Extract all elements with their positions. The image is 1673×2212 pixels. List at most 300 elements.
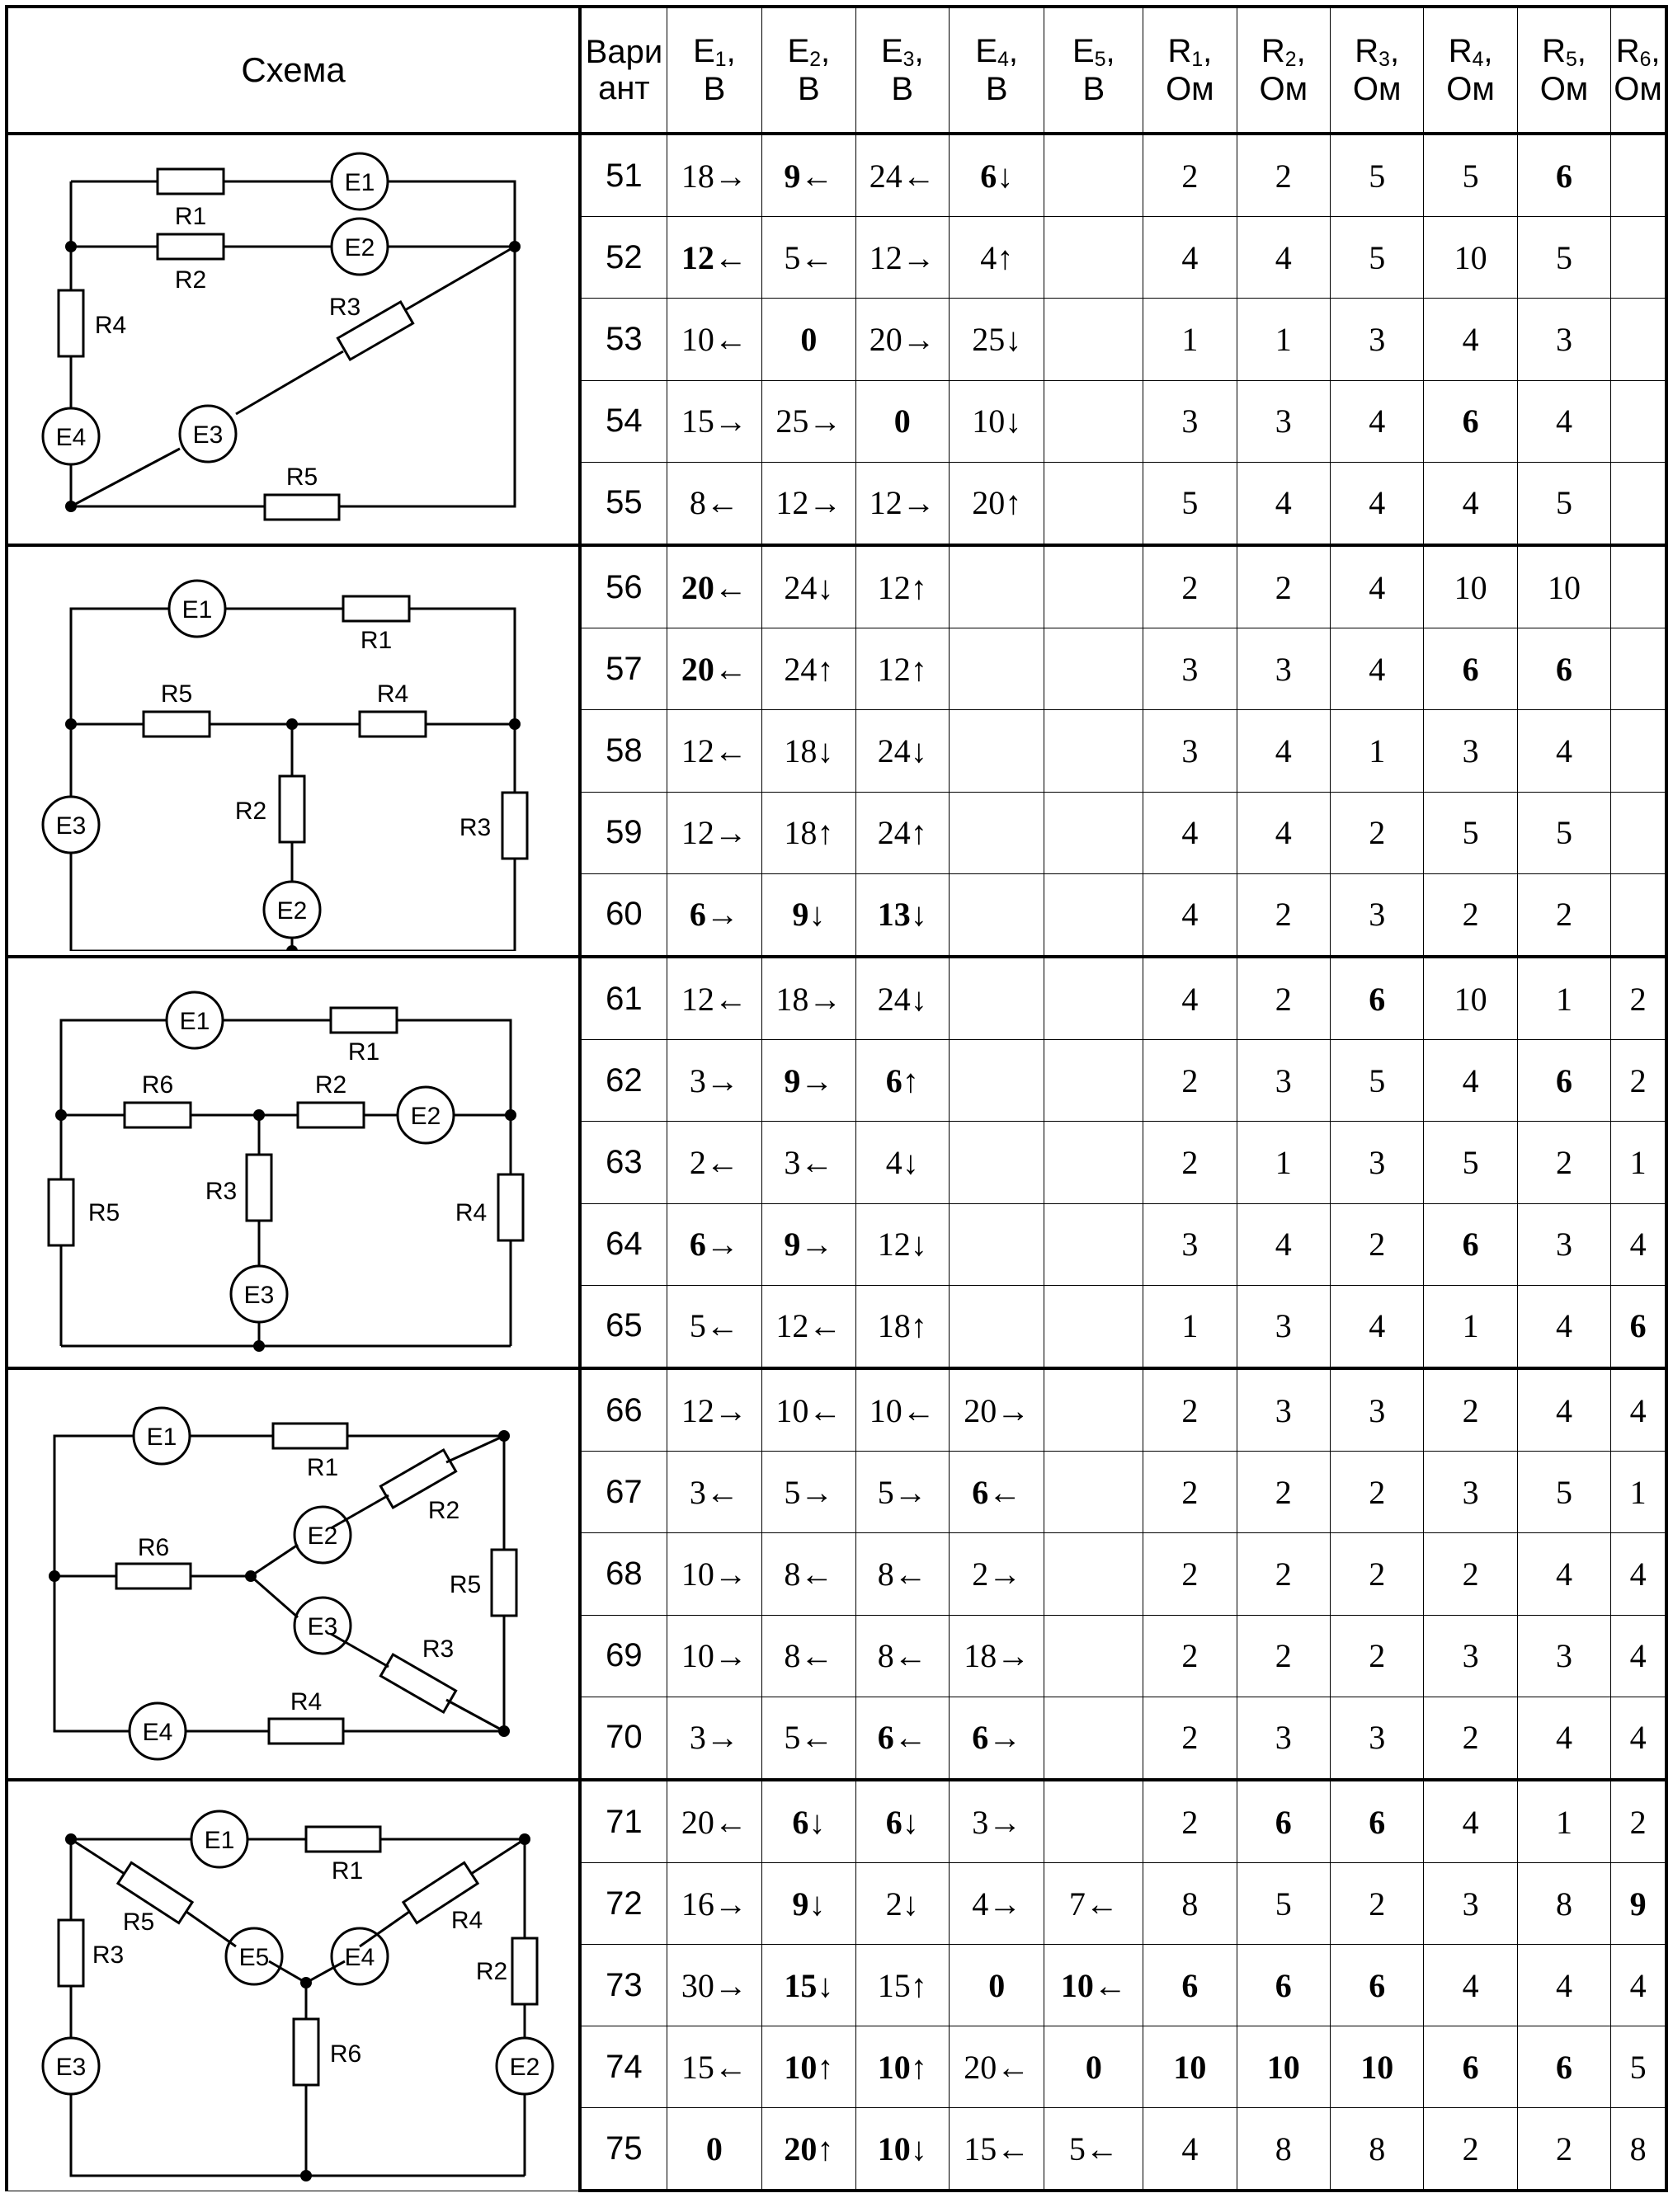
value-cell: 6 [1517, 2026, 1610, 2108]
value-cell: 12↓ [855, 1203, 949, 1285]
value-cell [1044, 134, 1143, 217]
variant-number: 51 [580, 134, 667, 217]
col-header-r2: $R_2$, Ом [1237, 7, 1330, 134]
variant-number: 72 [580, 1863, 667, 1945]
value-cell: 3 [1237, 1368, 1330, 1452]
value-cell: 2 [1330, 1452, 1423, 1533]
value-cell [949, 792, 1044, 873]
value-cell: 6 [1424, 1203, 1517, 1285]
value-cell: 24↓ [762, 545, 855, 628]
value-cell: 5 [1424, 1122, 1517, 1203]
value-cell: 5 [1611, 2026, 1666, 2108]
value-cell: 6↑ [855, 1040, 949, 1122]
value-cell: 8← [855, 1615, 949, 1697]
value-cell: 2 [1237, 545, 1330, 628]
label-r4: R4 [94, 312, 126, 339]
value-cell: 3 [1517, 1203, 1610, 1285]
value-cell: 3 [1143, 380, 1237, 462]
value-cell: 3 [1330, 1368, 1423, 1452]
value-cell: 5 [1330, 1040, 1423, 1122]
value-cell: 3 [1237, 1285, 1330, 1368]
value-cell: 2 [1330, 1863, 1423, 1945]
value-cell: 20← [667, 1780, 762, 1863]
label-r4: R4 [290, 1688, 322, 1715]
value-cell [1044, 957, 1143, 1040]
value-cell: 12→ [667, 1368, 762, 1452]
variant-number: 58 [580, 710, 667, 792]
variant-number: 55 [580, 462, 667, 545]
value-cell: 5→ [855, 1452, 949, 1533]
value-cell: 6← [949, 1452, 1044, 1533]
value-cell: 4 [1424, 1780, 1517, 1863]
value-cell: 20→ [855, 299, 949, 380]
value-cell: 12← [667, 957, 762, 1040]
value-cell: 18→ [667, 134, 762, 217]
value-cell: 0 [762, 299, 855, 380]
value-cell: 4 [1330, 462, 1423, 545]
value-cell: 2 [1143, 1368, 1237, 1452]
value-cell: 1 [1517, 957, 1610, 1040]
value-cell: 9 [1611, 1863, 1666, 1945]
variant-number: 70 [580, 1697, 667, 1780]
value-cell: 4 [1611, 1615, 1666, 1697]
variant-number: 52 [580, 217, 667, 299]
value-cell: 6 [1517, 134, 1610, 217]
scheme-header: Схема [7, 7, 580, 134]
circuit-diagram [21, 135, 566, 539]
col-idx: 6 [1639, 48, 1652, 71]
scheme-cell [7, 134, 580, 545]
label-e2: E2 [509, 2054, 540, 2082]
value-cell: 15← [667, 2026, 762, 2108]
value-cell: 4 [1143, 957, 1237, 1040]
col-sym: E [1072, 32, 1095, 69]
value-cell: 24↓ [855, 957, 949, 1040]
label-r3: R3 [459, 814, 491, 841]
circuit-diagram [21, 1781, 566, 2186]
value-cell: 4 [1517, 710, 1610, 792]
label-e3: E3 [307, 1613, 337, 1640]
variant-number: 56 [580, 545, 667, 628]
label-r6: R6 [329, 2040, 361, 2068]
label-r5: R5 [449, 1571, 481, 1598]
label-r3: R3 [422, 1635, 454, 1663]
value-cell: 3 [1330, 299, 1423, 380]
value-cell: 10 [1424, 957, 1517, 1040]
variant-number: 53 [580, 299, 667, 380]
value-cell: 9→ [762, 1040, 855, 1122]
label-e1: E1 [146, 1424, 177, 1451]
value-cell: 6→ [667, 1203, 762, 1285]
value-cell: 2 [1143, 1615, 1237, 1697]
value-cell [1044, 628, 1143, 710]
value-cell: 2 [1424, 1697, 1517, 1780]
value-cell [1044, 1615, 1143, 1697]
value-cell: 2 [1143, 1452, 1237, 1533]
value-cell: 5← [1044, 2108, 1143, 2191]
value-cell: 13↓ [855, 873, 949, 957]
variant-number: 69 [580, 1615, 667, 1697]
value-cell: 5 [1517, 462, 1610, 545]
col-header-r5: $R_5$, Ом [1517, 7, 1610, 134]
value-cell: 9↓ [762, 873, 855, 957]
value-cell: 20→ [949, 1368, 1044, 1452]
value-cell [1044, 299, 1143, 380]
value-cell: 2↓ [855, 1863, 949, 1945]
value-cell: 5→ [762, 1452, 855, 1533]
value-cell [1611, 792, 1666, 873]
variant-number: 75 [580, 2108, 667, 2191]
col-idx: 1 [1191, 48, 1204, 71]
value-cell [1044, 1697, 1143, 1780]
value-cell: 10 [1143, 2026, 1237, 2108]
value-cell: 12→ [762, 462, 855, 545]
value-cell: 5 [1517, 217, 1610, 299]
value-cell [1044, 380, 1143, 462]
variant-number: 67 [580, 1452, 667, 1533]
table-row [7, 134, 1666, 217]
value-cell: 1 [1237, 1122, 1330, 1203]
value-cell: 6 [1424, 628, 1517, 710]
value-cell: 4 [1330, 1285, 1423, 1368]
col-header-r3: $R_3$, Ом [1330, 7, 1423, 134]
value-cell: 10↓ [855, 2108, 949, 2191]
value-cell [1044, 710, 1143, 792]
circuit-diagram [21, 958, 566, 1362]
label-r2: R2 [427, 1497, 459, 1524]
circuit-diagram [21, 1370, 566, 1774]
value-cell: 3 [1143, 1203, 1237, 1285]
label-r4: R4 [455, 1199, 487, 1226]
value-cell: 6→ [667, 873, 762, 957]
value-cell: 24↑ [855, 792, 949, 873]
value-cell: 3 [1424, 710, 1517, 792]
value-cell: 2 [1517, 873, 1610, 957]
value-cell: 9← [762, 134, 855, 217]
value-cell: 12→ [855, 217, 949, 299]
page [5, 5, 1668, 2207]
value-cell: 2 [1517, 1122, 1610, 1203]
value-cell: 12↑ [855, 545, 949, 628]
value-cell: 1 [1143, 299, 1237, 380]
label-r1: R1 [347, 1038, 379, 1066]
value-cell: 3 [1237, 628, 1330, 710]
value-cell: 10← [762, 1368, 855, 1452]
value-cell: 10 [1517, 545, 1610, 628]
scheme-cell [7, 545, 580, 957]
value-cell: 10 [1237, 2026, 1330, 2108]
label-r3: R3 [92, 1941, 124, 1970]
value-cell [949, 545, 1044, 628]
value-cell: 0 [667, 2108, 762, 2191]
value-cell [1044, 1122, 1143, 1203]
value-cell: 2 [1237, 134, 1330, 217]
value-cell: 10 [1330, 2026, 1423, 2108]
variant-number: 71 [580, 1780, 667, 1863]
value-cell: 2→ [949, 1533, 1044, 1615]
value-cell: 5 [1517, 792, 1610, 873]
value-cell: 20↑ [949, 462, 1044, 545]
variant-number: 63 [580, 1122, 667, 1203]
value-cell: 8← [667, 462, 762, 545]
value-cell: 4 [1330, 628, 1423, 710]
table-row [7, 1368, 1666, 1452]
value-cell: 2 [1237, 1533, 1330, 1615]
value-cell: 6→ [949, 1697, 1044, 1780]
value-cell: 6 [1517, 628, 1610, 710]
table-body [7, 134, 1666, 2191]
value-cell: 4 [1517, 1368, 1610, 1452]
value-cell: 4↑ [949, 217, 1044, 299]
col-idx: 2 [1284, 48, 1297, 71]
value-cell [1044, 873, 1143, 957]
col-unit: В [703, 71, 726, 108]
label-r5: R5 [87, 1199, 120, 1226]
value-cell: 2← [667, 1122, 762, 1203]
value-cell: 6 [1424, 380, 1517, 462]
value-cell: 12↑ [855, 628, 949, 710]
value-cell: 20← [667, 628, 762, 710]
value-cell [949, 957, 1044, 1040]
value-cell: 18→ [762, 957, 855, 1040]
value-cell [1611, 462, 1666, 545]
label-r5: R5 [160, 680, 192, 708]
value-cell: 24↓ [855, 710, 949, 792]
value-cell: 10← [855, 1368, 949, 1452]
value-cell: 3 [1424, 1615, 1517, 1697]
value-cell: 8← [762, 1615, 855, 1697]
label-r5: R5 [285, 464, 318, 491]
value-cell: 4↓ [855, 1122, 949, 1203]
value-cell: 15← [949, 2108, 1044, 2191]
value-cell: 18↑ [855, 1285, 949, 1368]
scheme-cell [7, 1780, 580, 2191]
value-cell: 3 [1143, 710, 1237, 792]
value-cell: 6↓ [949, 134, 1044, 217]
value-cell: 5 [1517, 1452, 1610, 1533]
col-header-e1: $E_1$, В [667, 7, 762, 134]
col-sym: R [1542, 32, 1566, 69]
value-cell: 5 [1330, 217, 1423, 299]
value-cell: 25→ [762, 380, 855, 462]
value-cell: 2 [1424, 2108, 1517, 2191]
value-cell: 8 [1143, 1863, 1237, 1945]
value-cell: 6 [1330, 1780, 1423, 1863]
value-cell [1044, 1533, 1143, 1615]
label-r2: R2 [314, 1071, 346, 1099]
value-cell: 6 [1237, 1780, 1330, 1863]
value-cell: 1 [1143, 1285, 1237, 1368]
value-cell [949, 710, 1044, 792]
value-cell: 6 [1237, 1945, 1330, 2026]
value-cell: 4 [1611, 1368, 1666, 1452]
col-unit: Ом [1259, 71, 1308, 108]
value-cell [1611, 628, 1666, 710]
col-header-e2: $E_2$, В [762, 7, 855, 134]
label-e4: E4 [142, 1719, 172, 1746]
value-cell: 18↓ [762, 710, 855, 792]
value-cell: 2 [1330, 1615, 1423, 1697]
label-r1: R1 [174, 203, 206, 230]
label-e2: E2 [344, 234, 375, 261]
value-cell: 2 [1143, 545, 1237, 628]
variant-number: 62 [580, 1040, 667, 1122]
col-unit: Ом [1539, 71, 1589, 108]
variant-number: 66 [580, 1368, 667, 1452]
col-unit: Ом [1352, 71, 1402, 108]
value-cell: 4 [1143, 2108, 1237, 2191]
value-cell: 4 [1237, 792, 1330, 873]
circuit-diagram [21, 547, 566, 951]
variant-number: 54 [580, 380, 667, 462]
value-cell: 2 [1611, 1780, 1666, 1863]
value-cell [1044, 1285, 1143, 1368]
col-unit: В [1082, 71, 1105, 108]
value-cell: 3 [1143, 628, 1237, 710]
value-cell: 4 [1237, 710, 1330, 792]
value-cell: 20↑ [762, 2108, 855, 2191]
value-cell: 1 [1330, 710, 1423, 792]
col-header-e3: $E_3$, В [855, 7, 949, 134]
value-cell: 10↓ [949, 380, 1044, 462]
value-cell [949, 873, 1044, 957]
value-cell: 6↓ [855, 1780, 949, 1863]
value-cell: 5← [762, 1697, 855, 1780]
value-cell [1611, 710, 1666, 792]
value-cell: 3← [667, 1452, 762, 1533]
value-cell [949, 1203, 1044, 1285]
label-e2: E2 [307, 1523, 337, 1550]
value-cell [1044, 217, 1143, 299]
value-cell: 2 [1143, 1040, 1237, 1122]
value-cell: 4 [1517, 1285, 1610, 1368]
label-r1: R1 [360, 627, 392, 654]
value-cell: 0 [949, 1945, 1044, 2026]
col-idx: 2 [809, 48, 822, 71]
value-cell [1044, 792, 1143, 873]
value-cell: 4 [1517, 1533, 1610, 1615]
value-cell: 3 [1237, 380, 1330, 462]
col-header-r4: $R_4$, Ом [1424, 7, 1517, 134]
value-cell: 2 [1143, 134, 1237, 217]
value-cell: 1 [1611, 1452, 1666, 1533]
value-cell: 5 [1424, 134, 1517, 217]
value-cell: 3→ [667, 1040, 762, 1122]
label-r1: R1 [306, 1454, 338, 1481]
value-cell: 10→ [667, 1615, 762, 1697]
label-e1: E1 [179, 1008, 210, 1035]
value-cell: 4 [1237, 1203, 1330, 1285]
variant-number: 64 [580, 1203, 667, 1285]
value-cell: 3 [1330, 873, 1423, 957]
value-cell: 12← [667, 217, 762, 299]
value-cell: 4 [1611, 1697, 1666, 1780]
col-idx: 4 [997, 48, 1009, 71]
label-e3: E3 [243, 1282, 274, 1309]
value-cell: 16→ [667, 1863, 762, 1945]
variants-table [5, 5, 1668, 2192]
col-idx: 1 [714, 48, 727, 71]
value-cell [949, 1285, 1044, 1368]
value-cell [1044, 462, 1143, 545]
col-sym: R [1615, 32, 1640, 69]
variant-number: 57 [580, 628, 667, 710]
value-cell: 8 [1611, 2108, 1666, 2191]
col-sym: E [975, 32, 998, 69]
value-cell: 4 [1424, 1945, 1517, 2026]
value-cell [1611, 134, 1666, 217]
value-cell: 4 [1330, 380, 1423, 462]
value-cell: 6← [855, 1697, 949, 1780]
variant-header-text: Вари ант [585, 34, 663, 106]
value-cell: 5← [667, 1285, 762, 1368]
value-cell: 3 [1424, 1863, 1517, 1945]
col-header-e4: $E_4$, В [949, 7, 1044, 134]
value-cell: 3← [762, 1122, 855, 1203]
label-r2: R2 [475, 1958, 507, 1986]
value-cell: 10↑ [762, 2026, 855, 2108]
value-cell: 3 [1517, 1615, 1610, 1697]
col-header-r6: $R_6$, Ом [1611, 7, 1666, 134]
value-cell: 3 [1330, 1122, 1423, 1203]
label-r3: R3 [205, 1178, 237, 1205]
variant-number: 59 [580, 792, 667, 873]
value-cell: 6 [1424, 2026, 1517, 2108]
value-cell: 3 [1237, 1040, 1330, 1122]
label-r6: R6 [137, 1534, 169, 1561]
label-e1: E1 [181, 596, 212, 624]
value-cell: 1 [1237, 299, 1330, 380]
value-cell: 4 [1611, 1203, 1666, 1285]
value-cell [1611, 217, 1666, 299]
value-cell: 8← [855, 1533, 949, 1615]
value-cell: 10← [667, 299, 762, 380]
value-cell [949, 628, 1044, 710]
col-idx: 4 [1472, 48, 1484, 71]
label-r1: R1 [331, 1857, 363, 1885]
value-cell [1611, 545, 1666, 628]
label-e1: E1 [204, 1827, 234, 1855]
variant-number: 61 [580, 957, 667, 1040]
label-r2: R2 [174, 266, 206, 294]
value-cell: 2 [1237, 873, 1330, 957]
scheme-cell [7, 957, 580, 1368]
label-e2: E2 [276, 897, 307, 925]
value-cell: 4 [1424, 299, 1517, 380]
variant-number: 60 [580, 873, 667, 957]
value-cell: 20← [949, 2026, 1044, 2108]
value-cell: 30→ [667, 1945, 762, 2026]
value-cell: 2 [1330, 1203, 1423, 1285]
header-row [7, 7, 1666, 134]
variant-number: 65 [580, 1285, 667, 1368]
value-cell: 8 [1517, 1863, 1610, 1945]
value-cell: 10 [1424, 217, 1517, 299]
col-idx: 5 [1094, 48, 1106, 71]
value-cell: 4 [1330, 545, 1423, 628]
value-cell: 1 [1611, 1122, 1666, 1203]
value-cell: 5 [1330, 134, 1423, 217]
col-unit: В [985, 71, 1008, 108]
value-cell: 9↓ [762, 1863, 855, 1945]
variant-number: 74 [580, 2026, 667, 2108]
value-cell: 4 [1237, 462, 1330, 545]
value-cell: 7← [1044, 1863, 1143, 1945]
value-cell: 6 [1143, 1945, 1237, 2026]
col-sym: R [1448, 32, 1473, 69]
value-cell: 2 [1237, 957, 1330, 1040]
value-cell: 3 [1517, 299, 1610, 380]
